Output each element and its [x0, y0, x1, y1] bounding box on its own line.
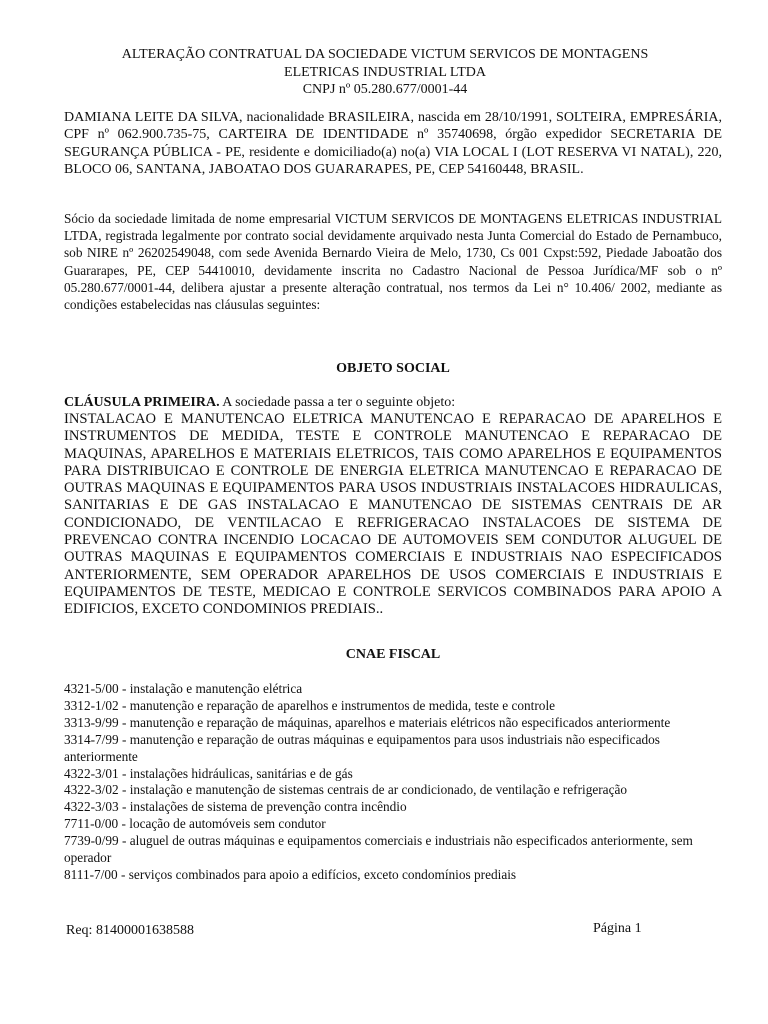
clause-label: CLÁUSULA PRIMEIRA. [64, 395, 220, 410]
page-number: Página 1 [593, 921, 642, 936]
cnae-item: 7739-0/99 - aluguel de outras máquinas e equipamentos comerciais e industriais não especificados anteriormente, sem operador [64, 833, 693, 866]
clause-first-body: INSTALACAO E MANUTENCAO ELETRICA MANUTENCAO E REPARACAO DE APARELHOS E INSTRUMENTOS DE MEDIDA, TESTE E CONTROLE MANUTENCAO E REPARACAO DE MAQUINAS, APARELHOS E MATERIAIS ELETRICOS, TAIS COMO APARELHOS E EQUIPAMENTOS PARA DISTRIBUICAO E CONTROLE DE ENERGIA ELETRICA MANUTENCAO E REPARACAO DE OUTRAS MAQUINAS E EQUIPAMENTOS PARA USOS INDUSTRIAIS INSTALACOES HIDRAULICAS, SANITARIAS E DE GAS INSTALACAO E MANUTENCAO DE SISTEMAS CENTRAIS DE AR CONDICIONADO, DE VENTILACAO E REFRIGERACAO INSTALACOES DE SISTEMA DE PREVENCAO CONTRA INCENDIO LOCACAO DE AUTOMOVEIS SEM CONDUTOR ALUGUEL DE OUTRAS MAQUINAS E EQUIPAMENTOS COMERCIAIS E INDUSTRIAIS NAO ESPECIFICADOS ANTERIORMENTE, SEM OPERADOR APARELHOS DE USOS COMERCIAIS E INDUSTRIAIS E EQUIPAMENTOS DE TESTE, MEDICAO E CONTROLE SERVICOS COMBINADOS PARA APOIO A EDIFICIOS, EXCETO CONDOMINIOS PREDIAIS.. [64, 411, 722, 618]
cnae-item: 4322-3/03 - instalações de sistema de prevenção contra incêndio [64, 799, 407, 815]
cnpj-line: CNPJ nº 05.280.677/0001-44 [302, 82, 468, 97]
request-number: Req: 81400001638588 [66, 923, 194, 938]
document-title [60, 46, 710, 82]
cnae-item: 4321-5/00 - instalação e manutenção elétrica [64, 681, 303, 696]
title-line-2: ELETRICAS INDUSTRIAL LTDA [284, 65, 486, 80]
cnae-item: 3314-7/99 - manutenção e reparação de outras máquinas e equipamentos para usos industriais não especificados anteriormente [64, 731, 660, 764]
objeto-social-heading: OBJETO SOCIAL [336, 361, 450, 376]
partner-qualification: DAMIANA LEITE DA SILVA, nacionalidade BRASILEIRA, nascida em 28/10/1991, SOLTEIRA, EMPRESÁRIA, CPF nº 062.900.735-75, CARTEIRA DE IDENTIDADE nº 35740698, órgão expedidor SECRETARIA DE SEGURANÇA PÚBLICA - PE, residente e domiciliado(a) no(a) VIA LOCAL I (LOT RESERVA VI NATAL), 220, BLOCO 06, SANTANA, JABOATAO DOS GUARARAPES, PE, CEP 54160448, BRASIL. [64, 110, 722, 178]
cnae-item: 3312-1/02 - manutenção e reparação de aparelhos e instrumentos de medida, teste e controle [64, 697, 556, 713]
company-paragraph: Sócio da sociedade limitada de nome empresarial VICTUM SERVICOS DE MONTAGENS ELETRICAS INDUSTRIAL LTDA, registrada legalmente por contrato social devidamente arquivado nesta Junta Comercial do Estado de Pernambuco, sob NIRE nº 26202549048, com sede Avenida Bernardo Vieira de Melo, 1730, Cs 001 Cxpst:592, Piedade Jaboatão dos Guararapes, PE, CEP 54410010, devidamente inscrita no Cadastro Nacional de Pessoa Jurídica/MF sob o nº 05.280.677/0001-44, delibera ajustar a presente alteração contratual, nos termos da Lei n° 10.406/ 2002, mediante as condições estabelecidas nas cláusulas seguintes: [64, 211, 722, 313]
cnae-item: 8111-7/00 - serviços combinados para apoio a edifícios, exceto condomínios prediais [64, 866, 517, 882]
cnae-heading: CNAE FISCAL [345, 647, 441, 662]
cnae-item: 7711-0/00 - locação de automóveis sem condutor [64, 816, 326, 832]
cnae-item: 3313-9/99 - manutenção e reparação de máquinas, aparelhos e materiais elétricos não especificados anteriormente [64, 714, 671, 730]
clause-first-header [64, 394, 722, 411]
title-line-1: ALTERAÇÃO CONTRATUAL DA SOCIEDADE VICTUM SERVICOS DE MONTAGENS [121, 47, 649, 62]
cnae-list [64, 681, 724, 884]
cnae-item: 4322-3/02 - instalação e manutenção de sistemas centrais de ar condicionado, de ventilação e refrigeração [64, 782, 628, 798]
cnae-item: 4322-3/01 - instalações hidráulicas, sanitárias e de gás [64, 765, 353, 781]
clause-intro: A sociedade passa a ter o seguinte objeto: [219, 395, 456, 410]
